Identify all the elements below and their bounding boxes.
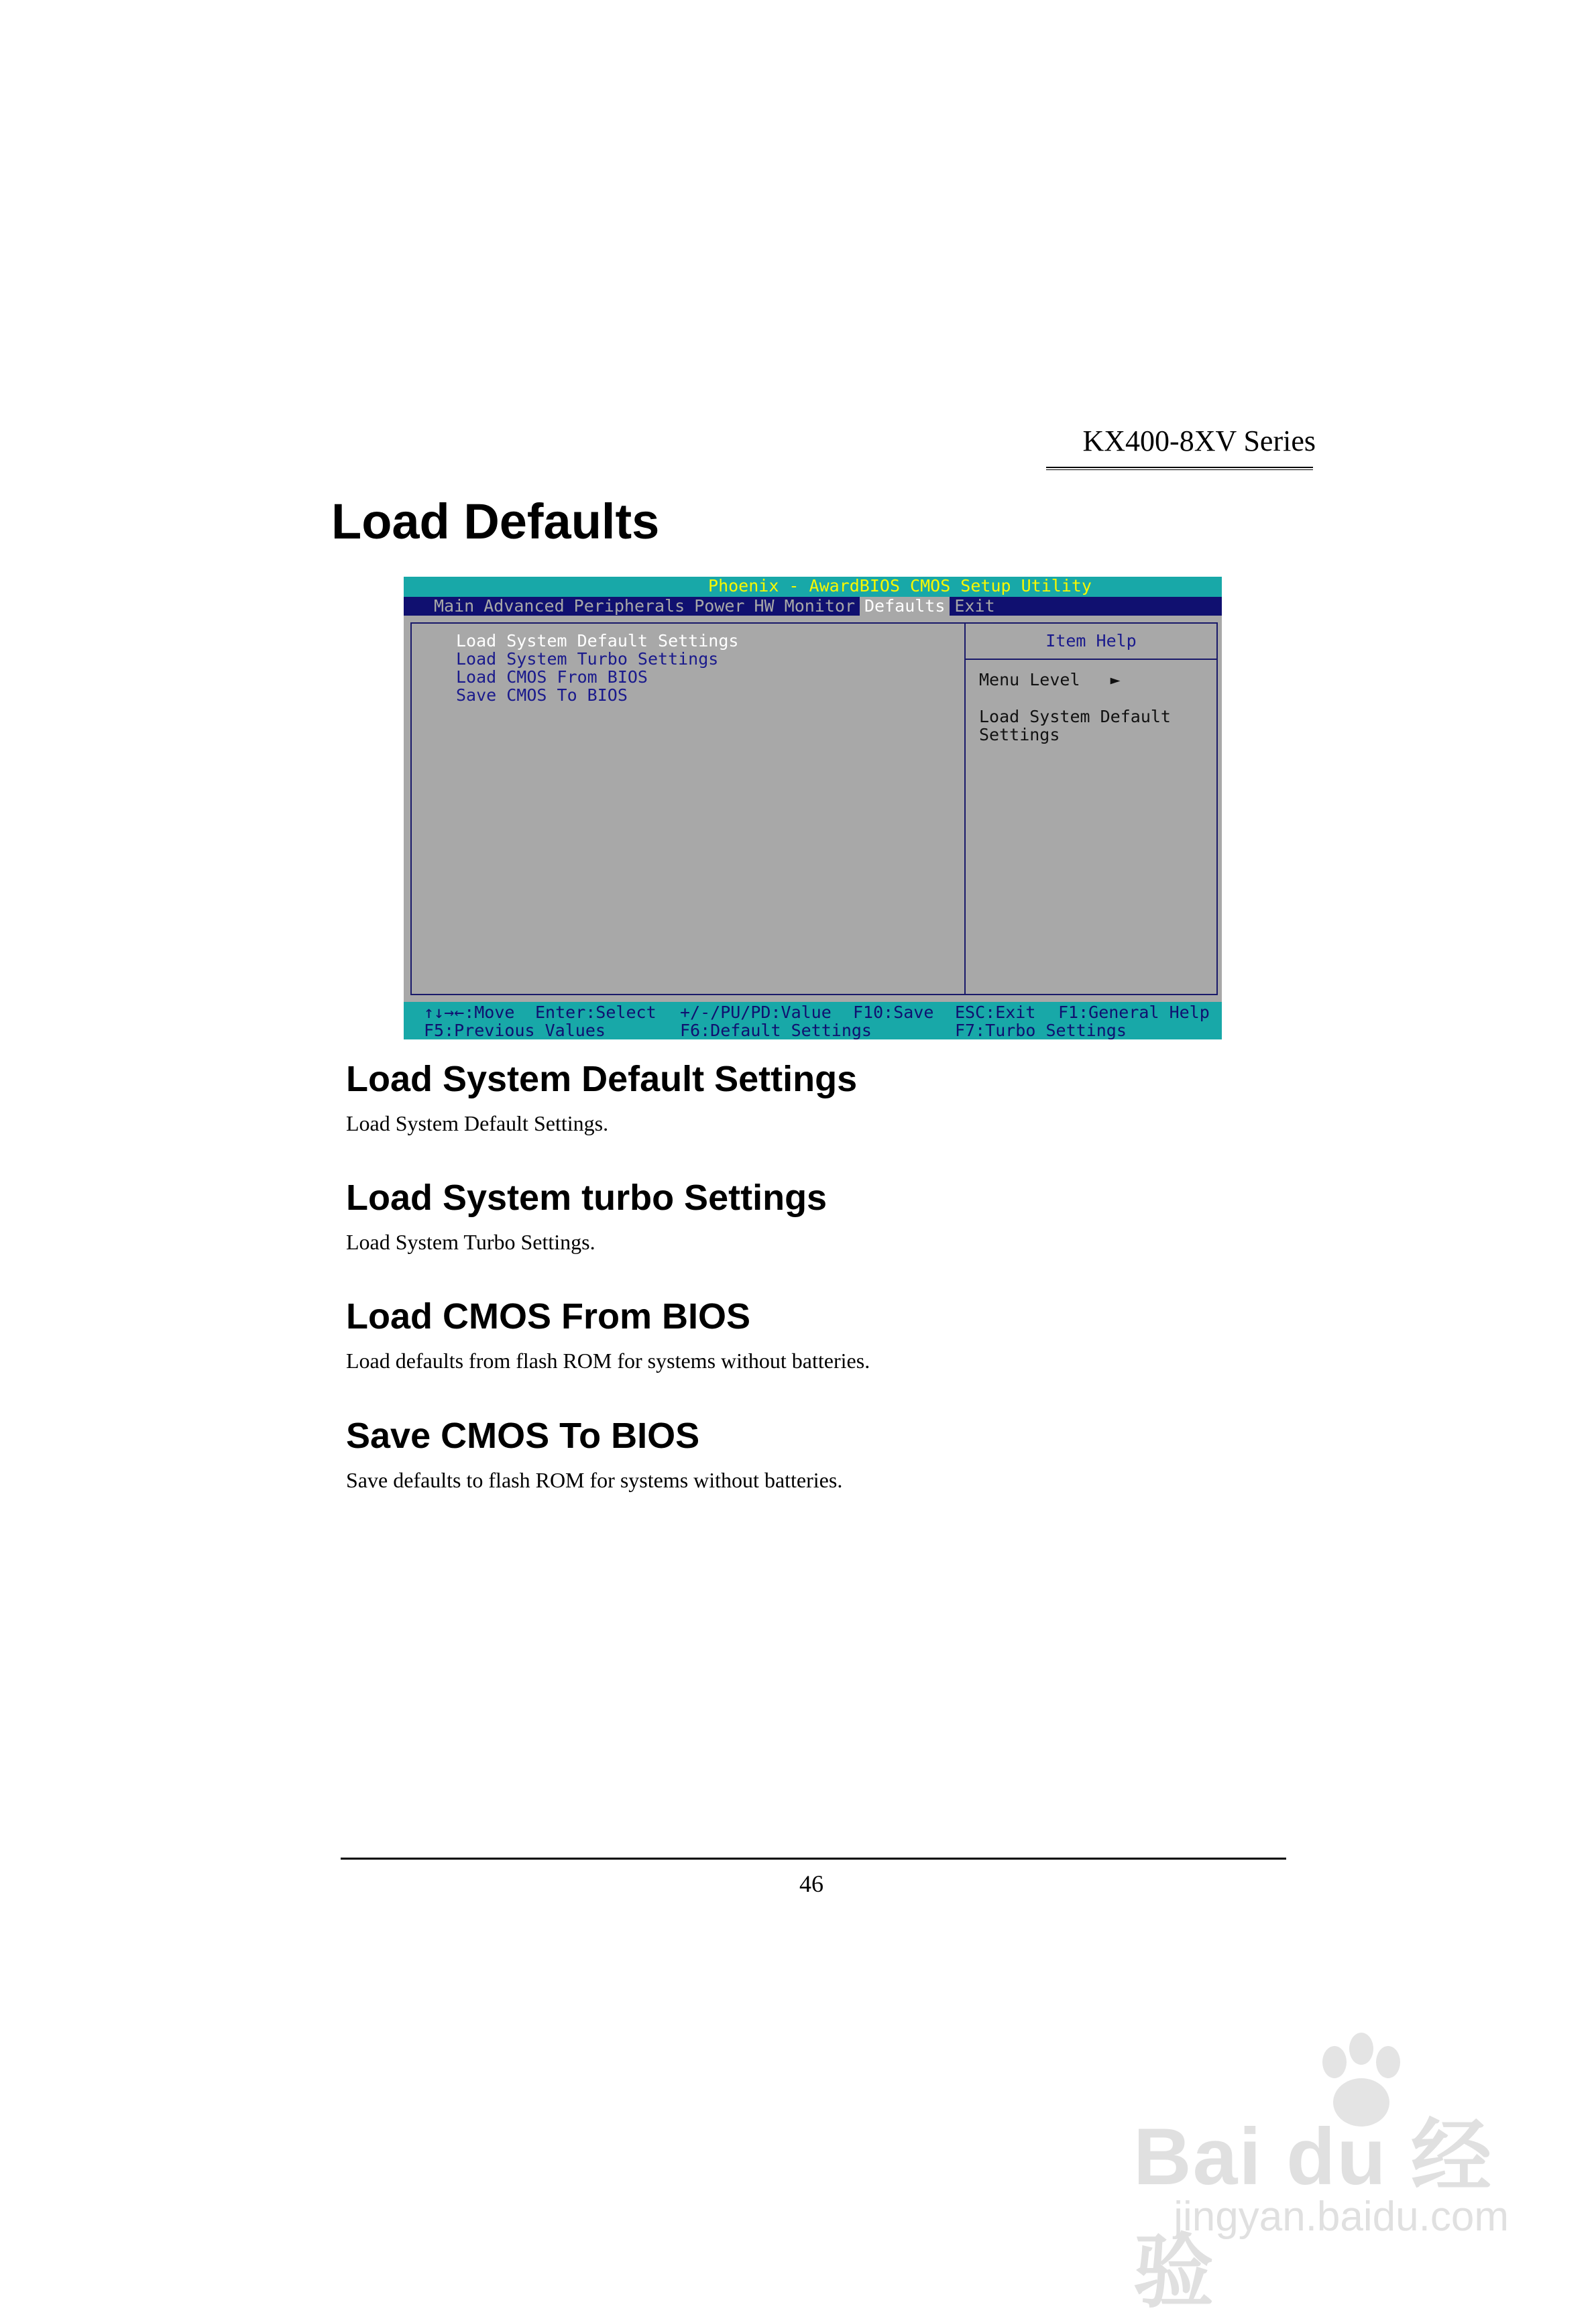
bios-item-load-default[interactable]: Load System Default Settings [456,631,739,650]
page-number: 46 [799,1870,823,1897]
section-text-load-cmos: Load defaults from flash ROM for systems without batteries. [346,1349,870,1373]
bios-menu-exit[interactable]: Exit [954,596,995,616]
section-text-load-default: Load System Default Settings. [346,1111,609,1135]
bios-key-legend [404,1002,1222,1039]
bios-menu-peripherals[interactable]: Peripherals [573,596,685,616]
key-value: +/-/PU/PD:Value [680,1003,832,1022]
help-menu-level [979,671,1121,689]
bios-menu-hw-monitor[interactable]: HW Monitor [754,596,855,616]
series-underline [1046,467,1313,470]
section-heading-load-turbo: Load System turbo Settings [346,1178,828,1218]
section-text-load-turbo: Load System Turbo Settings. [346,1230,595,1254]
baidu-watermark [1133,2032,1509,2317]
bios-screenshot [404,577,1222,1039]
series-header: KX400-8XV Series [1082,424,1316,457]
triangle-right-icon: ► [1110,670,1121,689]
key-default-settings: F6:Default Settings [680,1021,872,1040]
help-heading: Item Help [966,624,1216,660]
watermark-url: jingyan.baidu.com [1174,2194,1509,2240]
section-heading-load-default: Load System Default Settings [346,1059,858,1099]
page-title: Load Defaults [331,494,660,549]
key-previous-values: F5:Previous Values [424,1021,606,1040]
watermark-logo: Bai du 经验 [1133,2112,1493,2317]
section-heading-save-cmos: Save CMOS To BIOS [346,1416,700,1456]
bios-options-panel [412,624,966,994]
key-select: Enter:Select [535,1003,657,1022]
bios-menu-power[interactable]: Power [694,596,745,616]
key-exit: ESC:Exit [955,1003,1036,1022]
bios-item-save-cmos[interactable]: Save CMOS To BIOS [456,685,628,705]
key-help: F1:General Help [1058,1003,1210,1022]
bios-help-panel [966,624,1216,994]
section-text-save-cmos: Save defaults to flash ROM for systems without batteries. [346,1468,843,1492]
key-turbo-settings: F7:Turbo Settings [955,1021,1127,1040]
bios-menu-defaults[interactable]: Defaults [860,597,950,616]
bios-menu-bar [404,597,1222,616]
bios-menu-main[interactable]: Main [434,596,475,616]
key-save: F10:Save [853,1003,934,1022]
bios-body [410,622,1218,995]
help-description: Load System Default Settings [979,707,1171,744]
bios-item-load-cmos[interactable]: Load CMOS From BIOS [456,667,648,687]
section-heading-load-cmos: Load CMOS From BIOS [346,1296,751,1337]
footer-rule [341,1858,1286,1860]
menu-level-label: Menu Level [979,670,1080,689]
key-move: ↑↓→←:Move [424,1003,515,1022]
bios-item-load-turbo[interactable]: Load System Turbo Settings [456,649,719,669]
bios-title-bar: Phoenix - AwardBIOS CMOS Setup Utility [404,577,1222,597]
bios-menu-advanced[interactable]: Advanced [483,596,565,616]
